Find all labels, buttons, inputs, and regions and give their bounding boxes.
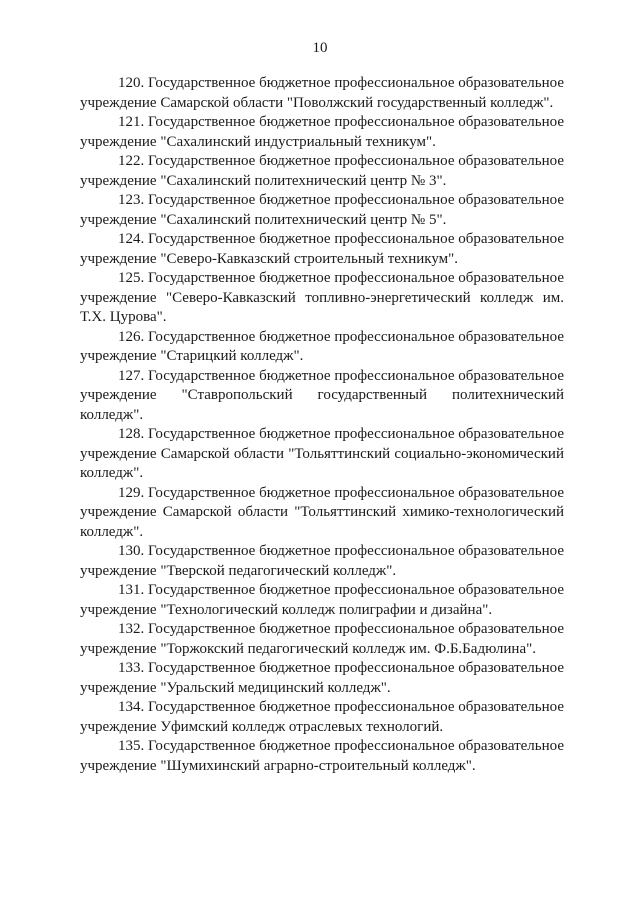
entry-text: Государственное бюджетное профессиональное образовательное учреждение Самарской области "Тольяттинский химико-технологический колледж". xyxy=(80,484,564,540)
entry-number: 123. xyxy=(118,192,145,208)
entry-list xyxy=(80,74,564,776)
entry-number: 131. xyxy=(118,582,145,598)
list-item xyxy=(80,542,564,581)
entry-number: 126. xyxy=(118,328,145,345)
entry-number: 133. xyxy=(118,660,145,676)
list-item xyxy=(80,230,564,269)
entry-text: Государственное бюджетное профессиональное образовательное учреждение "Технологический колледж полиграфии и дизайна". xyxy=(80,582,564,618)
list-item xyxy=(80,113,564,152)
entry-text: Государственное бюджетное профессиональное образовательное учреждение "Сахалинский политехнический центр № 3". xyxy=(80,153,564,189)
entry-text: Государственное бюджетное профессиональное образовательное учреждение "Тверской педагогический колледж". xyxy=(80,543,564,579)
entry-text: Государственное бюджетное профессиональное образовательное учреждение "Северо-Кавказский строительный техникум". xyxy=(80,231,564,267)
list-item xyxy=(80,74,564,113)
list-item xyxy=(80,620,564,659)
list-item xyxy=(80,737,564,776)
entry-number: 128. xyxy=(118,426,145,442)
entry-text: Государственное бюджетное профессиональное образовательное учреждение "Сахалинский политехнический центр № 5". xyxy=(80,192,564,228)
entry-number: 121. xyxy=(118,114,145,130)
list-item xyxy=(80,328,564,367)
entry-text: Государственное бюджетное профессиональное образовательное учреждение "Северо-Кавказский топливно-энергетический колледж им. Т.Х. Цурова". xyxy=(80,270,564,325)
entry-text: Государственное бюджетное профессиональное образовательное учреждение "Уральский медицинский колледж". xyxy=(80,660,564,696)
list-item xyxy=(80,191,564,230)
entry-text: Государственное бюджетное профессиональное образовательное учреждение "Ставропольский государственный политехнический колледж". xyxy=(80,367,564,423)
entry-number: 125. xyxy=(118,270,145,286)
list-item xyxy=(80,269,564,328)
entry-text: Государственное бюджетное профессиональное образовательное учреждение "Старицкий колледж". xyxy=(80,328,564,364)
page-number: 10 xyxy=(312,40,328,56)
entry-number: 122. xyxy=(118,153,145,169)
entry-text: Государственное бюджетное профессиональное образовательное учреждение Уфимский колледж отраслевых технологий. xyxy=(80,699,564,735)
entry-number: 124. xyxy=(118,231,145,247)
entry-number: 129. xyxy=(118,484,145,501)
entry-number: 120. xyxy=(118,75,145,91)
list-item xyxy=(80,698,564,737)
list-item xyxy=(80,425,564,484)
entry-text: Государственное бюджетное профессиональное образовательное учреждение "Шумихинский аграрно-строительный колледж". xyxy=(80,738,564,774)
entry-number: 130. xyxy=(118,543,145,559)
entry-number: 134. xyxy=(118,699,145,715)
list-item xyxy=(80,581,564,620)
entry-text: Государственное бюджетное профессиональное образовательное учреждение "Сахалинский индустриальный техникум". xyxy=(80,114,564,150)
list-item xyxy=(80,152,564,191)
list-item xyxy=(80,484,564,543)
entry-text: Государственное бюджетное профессиональное образовательное учреждение Самарской области "Поволжский государственный колледж". xyxy=(80,75,564,111)
entry-number: 135. xyxy=(118,738,145,754)
list-item xyxy=(80,367,564,426)
list-item xyxy=(80,659,564,698)
entry-number: 132. xyxy=(118,621,145,637)
entry-number: 127. xyxy=(118,367,145,384)
entry-text: Государственное бюджетное профессиональное образовательное учреждение "Торжокский педагогический колледж им. Ф.Б.Бадюлина". xyxy=(80,621,564,657)
entry-text: Государственное бюджетное профессиональное образовательное учреждение Самарской области "Тольяттинский социально-экономический колледж". xyxy=(80,426,564,481)
